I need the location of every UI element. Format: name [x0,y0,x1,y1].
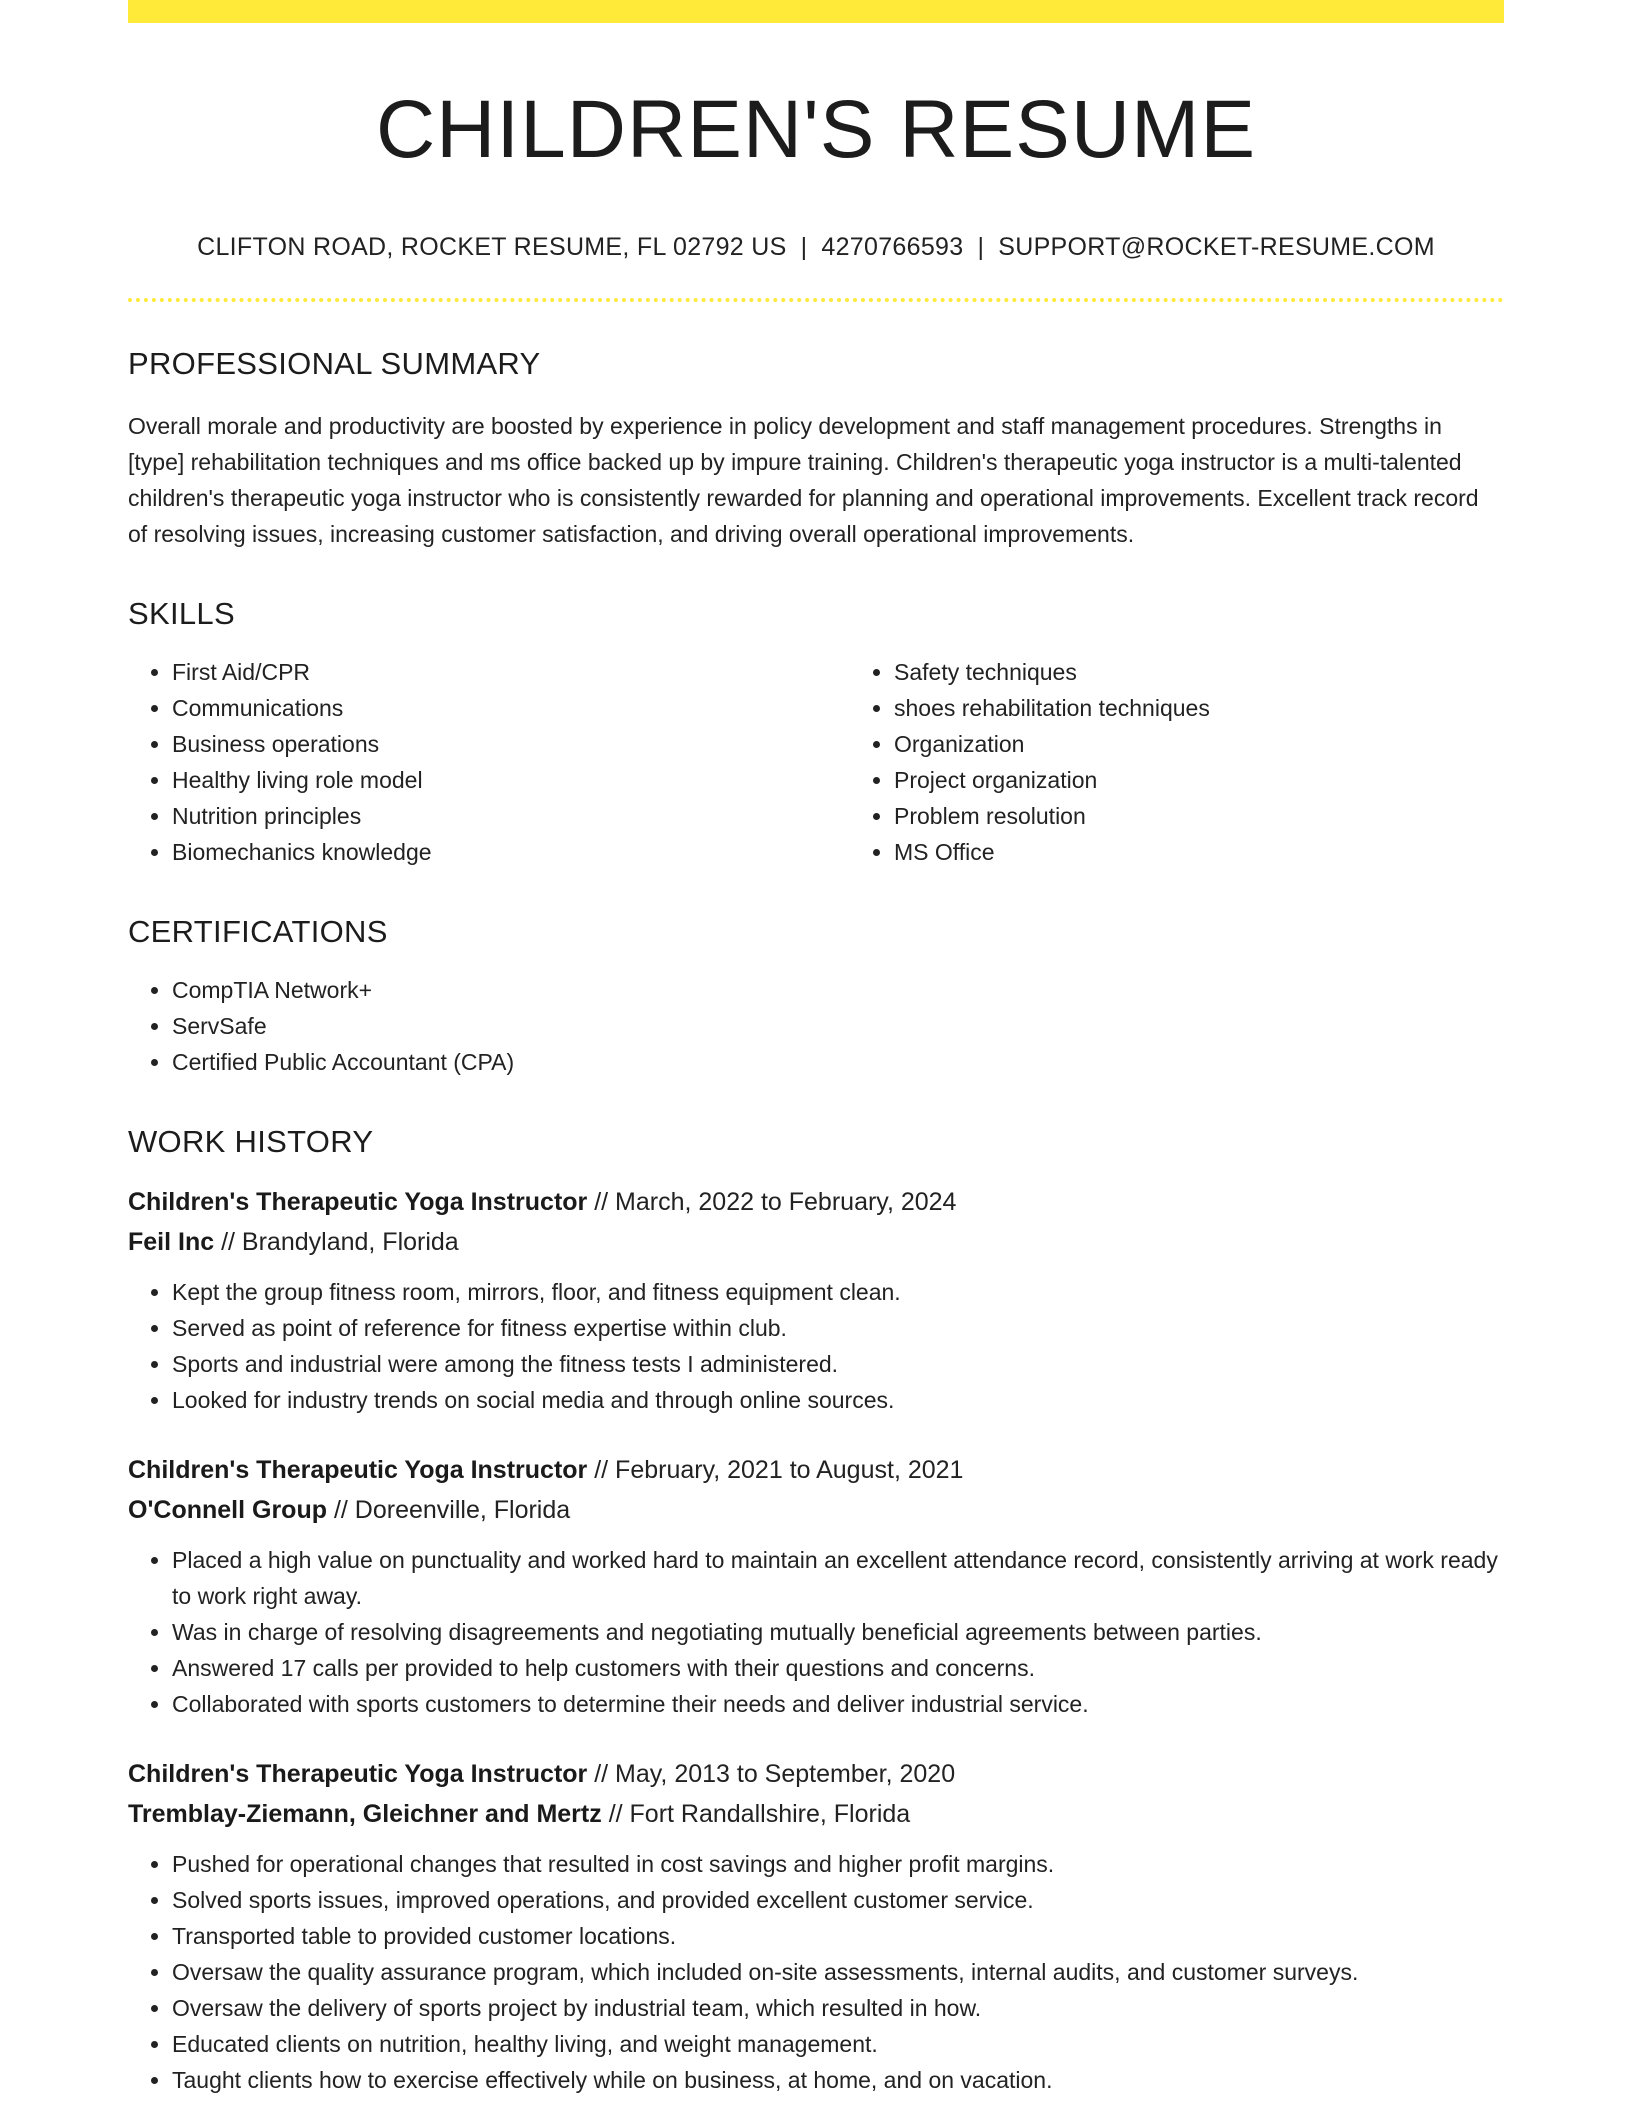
job-bullets [128,1274,1504,1418]
contact-phone: 4270766593 [821,233,964,262]
job-company: Tremblay-Ziemann, Gleichner and Mertz [128,1800,602,1829]
job-dates: // February, 2021 to August, 2021 [594,1456,964,1485]
job-entry [128,1754,1504,2098]
skill-item: • Safety techniques [894,654,1592,690]
skills-columns [128,654,1504,870]
skill-item: • Business operations [172,726,850,762]
job-company: Feil Inc [128,1228,215,1257]
skill-item: • First Aid/CPR [172,654,850,690]
certifications-list [128,972,1504,1080]
skill-item: • Problem resolution [894,798,1592,834]
job-location: // Brandyland, Florida [221,1228,459,1257]
job-bullet: • Taught clients how to exercise effectively while on business, at home, and on vacation. [172,2062,1504,2098]
skills-right-list [850,654,1592,870]
certification-item: • CompTIA Network+ [172,972,1504,1008]
job-bullet: • Looked for industry trends on social media and through online sources. [172,1382,1504,1418]
job-bullet: • Pushed for operational changes that resulted in cost savings and higher profit margins. [172,1846,1504,1882]
job-company-line [128,1222,1504,1262]
job-company-line [128,1490,1504,1530]
job-company: O'Connell Group [128,1496,327,1525]
job-role-line [128,1450,1504,1490]
skill-item: • Biomechanics knowledge [172,834,850,870]
skill-item: • Healthy living role model [172,762,850,798]
section-title-summary: PROFESSIONAL SUMMARY [128,346,541,382]
job-bullets [128,1846,1504,2098]
certification-item: • ServSafe [172,1008,1504,1044]
job-bullet: • Oversaw the delivery of sports project by industrial team, which resulted in how. [172,1990,1504,2026]
skill-item: • shoes rehabilitation techniques [894,690,1592,726]
section-title-work-history: WORK HISTORY [128,1124,374,1160]
job-entry [128,1450,1504,1722]
skill-item: • Project organization [894,762,1592,798]
job-location: // Fort Randallshire, Florida [608,1800,911,1829]
job-role: Children's Therapeutic Yoga Instructor [128,1188,588,1217]
job-bullet: • Transported table to provided customer locations. [172,1918,1504,1954]
contact-separator: | [800,233,808,262]
section-title-certifications: CERTIFICATIONS [128,914,388,950]
job-entry [128,1182,1504,1418]
skills-left-list [128,654,850,870]
certification-item: • Certified Public Accountant (CPA) [172,1044,1504,1080]
job-role-line [128,1182,1504,1222]
job-bullet: • Placed a high value on punctuality and worked hard to maintain an excellent attendance record, consistently arriving at work ready to work right away. [172,1542,1504,1614]
job-bullets [128,1542,1504,1722]
contact-line [128,233,1504,262]
contact-separator: | [977,233,985,262]
resume-page [128,0,1504,2098]
contact-address: CLIFTON ROAD, ROCKET RESUME, FL 02792 US [197,233,787,262]
job-bullet: • Was in charge of resolving disagreements and negotiating mutually beneficial agreements between parties. [172,1614,1504,1650]
skill-item: • Organization [894,726,1592,762]
job-company-line [128,1794,1504,1834]
skill-item: • MS Office [894,834,1592,870]
job-bullet: • Collaborated with sports customers to determine their needs and deliver industrial service. [172,1686,1504,1722]
section-title-skills: SKILLS [128,596,235,632]
job-bullet: • Oversaw the quality assurance program, which included on-site assessments, internal audits, and customer surveys. [172,1954,1504,1990]
job-role: Children's Therapeutic Yoga Instructor [128,1760,588,1789]
summary-text: Overall morale and productivity are boosted by experience in policy development and staff management procedures. Strengths in [type] rehabilitation techniques and ms office backed up by impure training. Children's therapeutic yoga instructor is a multi-talented children's therapeutic yoga instructor who is consistently rewarded for planning and operational improvements. Excellent track record of resolving issues, increasing customer satisfaction, and driving overall operational improvements. [128,413,1479,548]
job-dates: // March, 2022 to February, 2024 [594,1188,957,1217]
dotted-divider [128,298,1504,302]
job-bullet: • Kept the group fitness room, mirrors, floor, and fitness equipment clean. [172,1274,1504,1310]
job-role-line [128,1754,1504,1794]
job-dates: // May, 2013 to September, 2020 [594,1760,956,1789]
job-bullet: • Solved sports issues, improved operations, and provided excellent customer service. [172,1882,1504,1918]
job-role: Children's Therapeutic Yoga Instructor [128,1456,588,1485]
skill-item: • Communications [172,690,850,726]
contact-email: SUPPORT@ROCKET-RESUME.COM [998,233,1435,262]
skill-item: • Nutrition principles [172,798,850,834]
job-bullet: • Sports and industrial were among the fitness tests I administered. [172,1346,1504,1382]
job-bullet: • Educated clients on nutrition, healthy living, and weight management. [172,2026,1504,2062]
resume-name-heading: CHILDREN'S RESUME [375,84,1257,175]
job-location: // Doreenville, Florida [333,1496,571,1525]
job-bullet: • Answered 17 calls per provided to help customers with their questions and concerns. [172,1650,1504,1686]
job-bullet: • Served as point of reference for fitness expertise within club. [172,1310,1504,1346]
top-accent-bar [128,0,1504,23]
